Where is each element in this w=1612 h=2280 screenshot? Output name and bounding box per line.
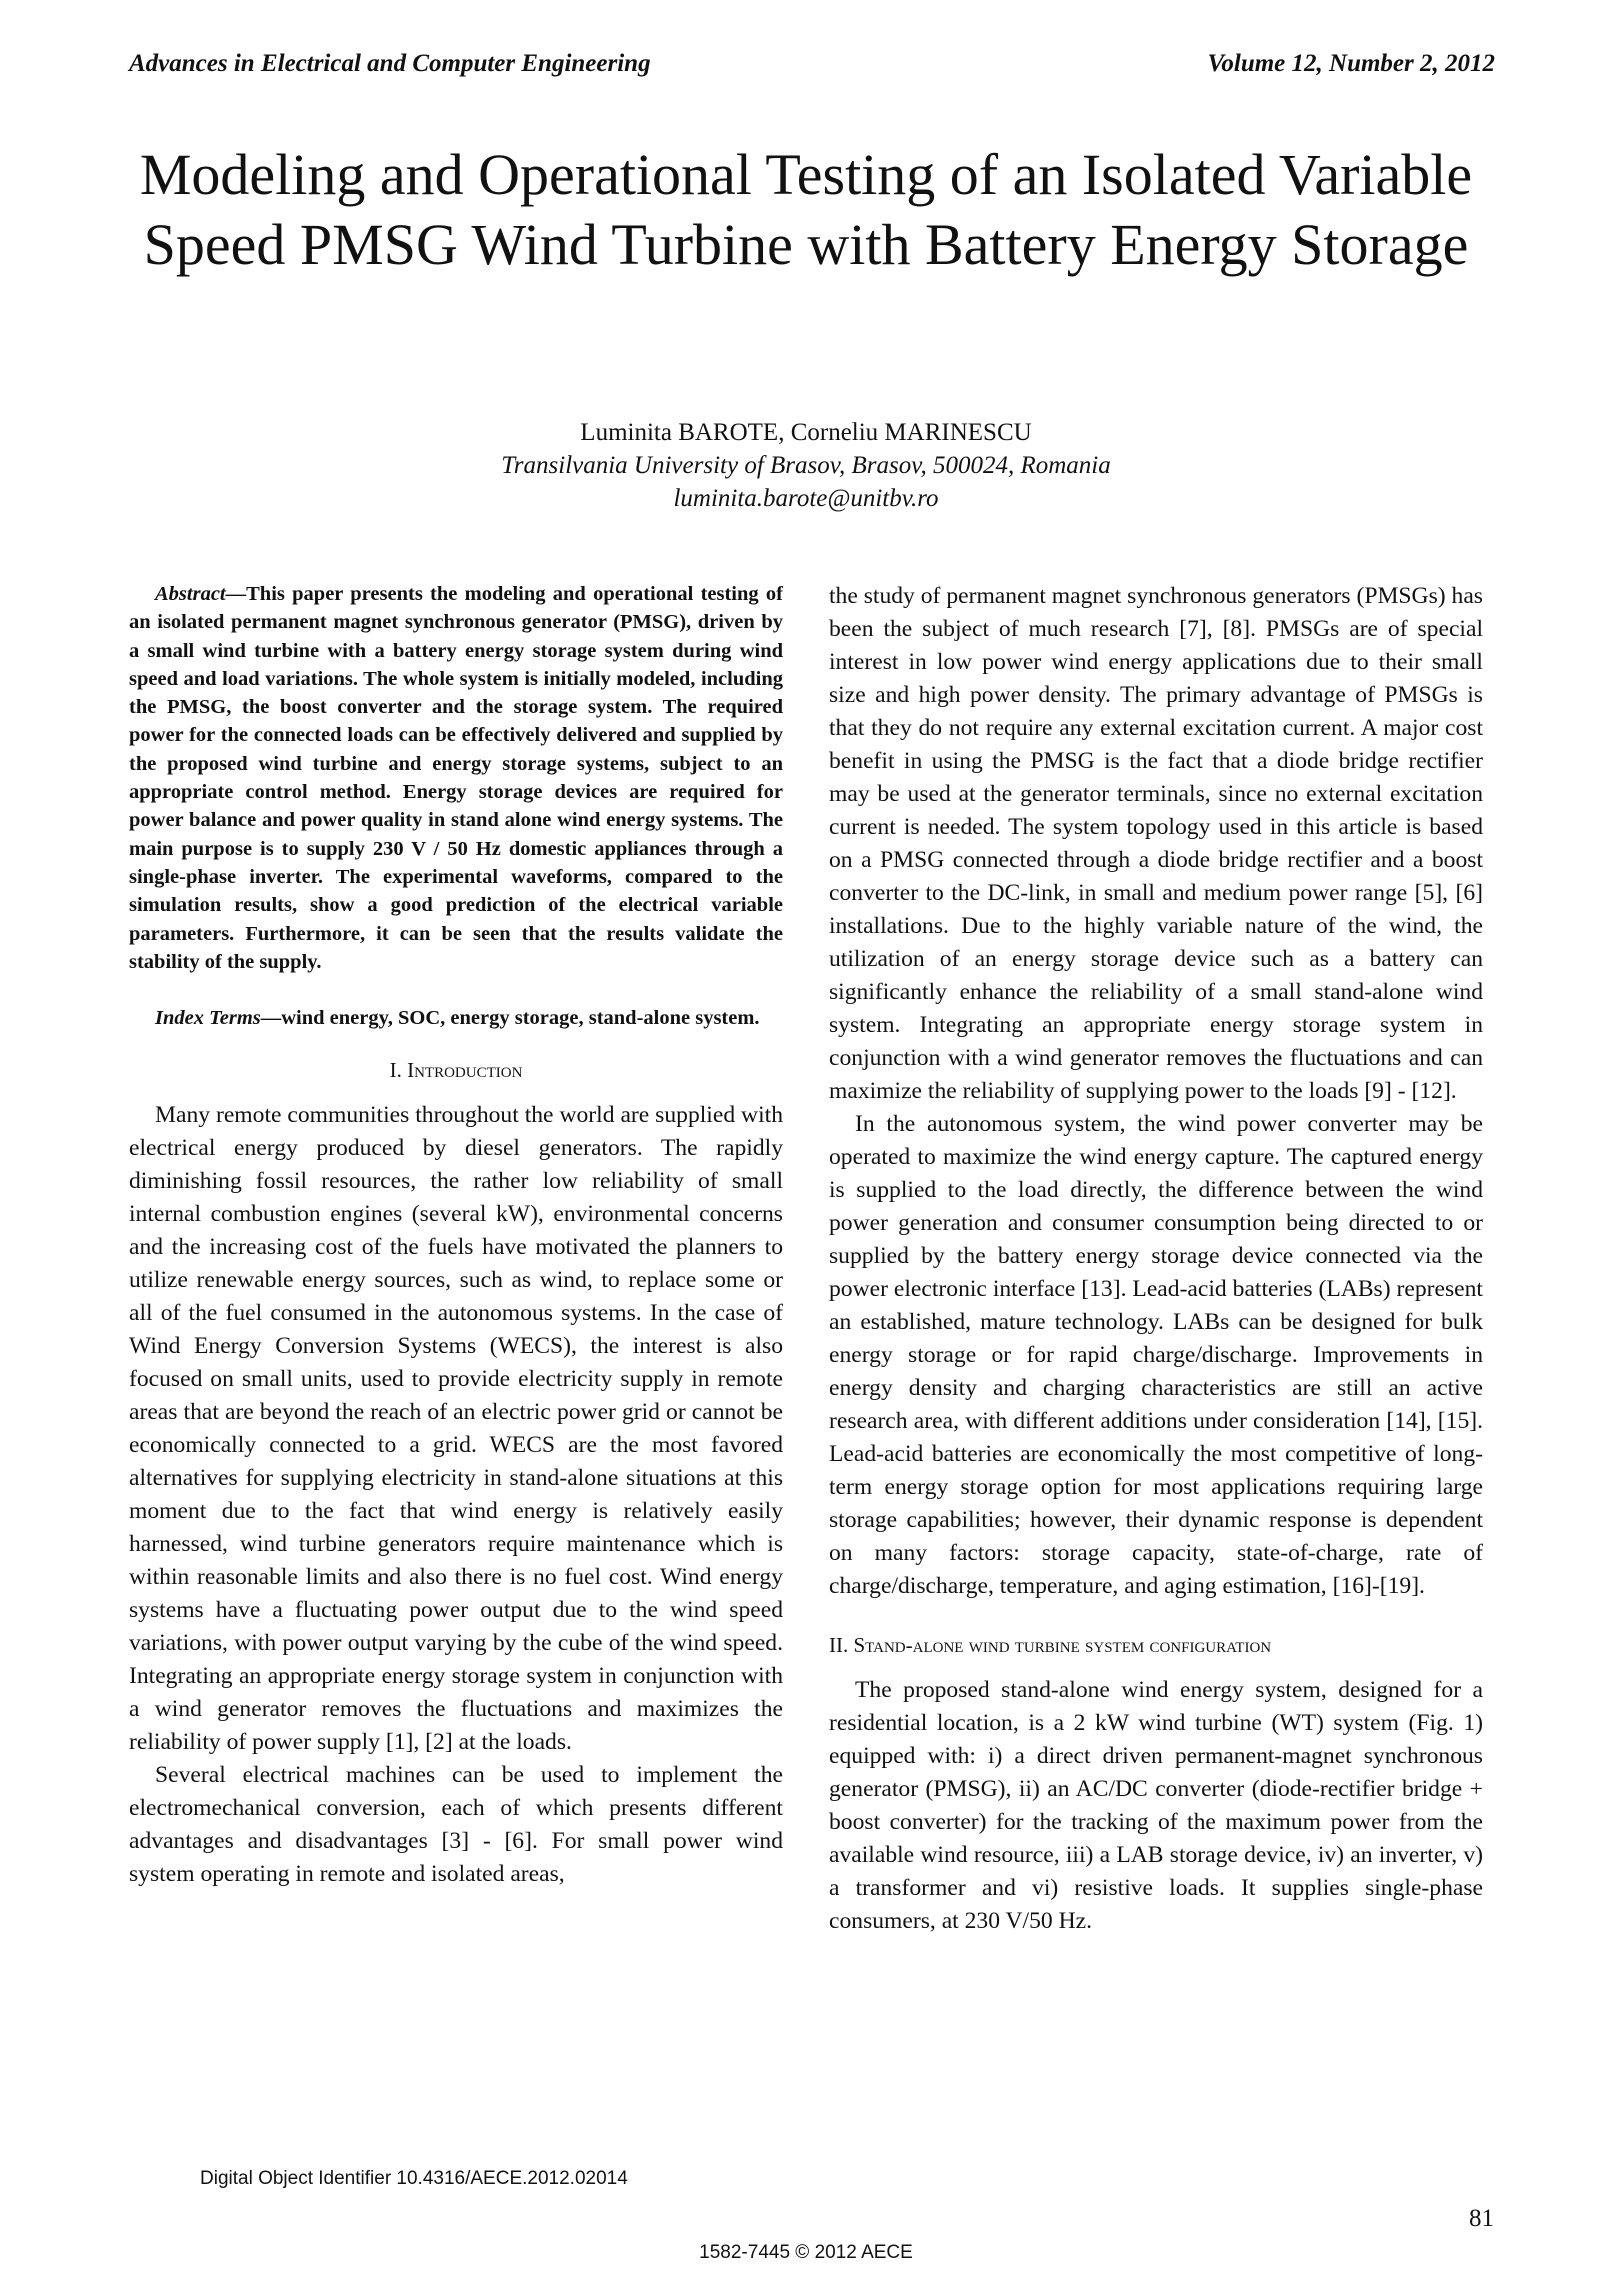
- section-number: I.: [389, 1058, 408, 1083]
- page-number: 81: [1469, 2205, 1494, 2232]
- volume-info: Volume 12, Number 2, 2012: [1207, 50, 1495, 77]
- author-names: Luminita BAROTE, Corneliu MARINESCU: [580, 419, 1032, 446]
- abstract-lead: Abstract: [155, 583, 226, 605]
- running-header: [129, 50, 1495, 78]
- intro-paragraph-4: In the autonomous system, the wind power converter may be operated to maximize the wind energy capture. The captured energy is supplied to the load directly, the difference between the wind power generation and consumer consumption being directed to or supplied by the battery energy storage device connected via the power electronic interface [13]. Lead-acid batteries (LABs) represent an established, mature technology. LABs can be designed for bulk energy storage or for rapid charge/discharge. Improvements in energy density and charging characteristics are still an active research area, with different additions under consideration [14], [15]. Lead-acid batteries are economically the most competitive of long-term energy storage option for most applications requiring large storage capabilities; however, their dynamic response is dependent on many factors: storage capacity, state-of-charge, rate of charge/discharge, temperature, and aging estimation, [16]-[19].: [829, 1111, 1483, 1599]
- intro-paragraph-1: Many remote communities throughout the world are supplied with electrical energy produced by diesel generators. The rapidly diminishing fossil resources, the rather low reliability of small internal combustion engines (several kW), environmental concerns and the increasing cost of the fuels have motivated the planners to utilize renewable energy sources, such as wind, to replace some or all of the fuel consumed in the autonomous systems. In the case of Wind Energy Conversion Systems (WECS), the interest is also focused on small units, used to provide electricity supply in remote areas that are beyond the reach of an electric power grid or cannot be economically connected to a grid. WECS are the most favored alternatives for supplying electricity in stand-alone situations at this moment due to the fact that wind energy is relatively easily harnessed, wind turbine generators require maintenance which is within reasonable limits and also there is no fuel cost. Wind energy systems have a fluctuating power output due to the wind speed variations, with power output varying by the cube of the wind speed. Integrating an appropriate energy storage system in conjunction with a wind generator removes the fluctuations and maximizes the reliability of power supply [1], [2] at the loads.: [129, 1102, 783, 1756]
- left-column: [129, 580, 783, 1891]
- journal-name: Advances in Electrical and Computer Engineering: [129, 50, 651, 77]
- section-title: Introduction: [407, 1058, 523, 1083]
- right-column: [829, 580, 1483, 1938]
- abstract-text: —This paper presents the modeling and operational testing of an isolated permanent magnet synchronous generator (PMSG), driven by a small wind turbine with a battery energy storage system during wind speed and load variations. The whole system is initially modeled, including the PMSG, the boost converter and the storage system. The required power for the connected loads can be effectively delivered and supplied by the proposed wind turbine and energy storage systems, subject to an appropriate control method. Energy storage devices are required for power balance and power quality in stand alone wind energy systems. The main purpose is to supply 230 V / 50 Hz domestic appliances through a single-phase inverter. The experimental waveforms, compared to the simulation results, show a good prediction of the electrical variable parameters. Furthermore, it can be seen that the results validate the stability of the supply.: [129, 583, 783, 973]
- author-block: [100, 416, 1512, 515]
- section-heading-configuration: [829, 1629, 1483, 1662]
- section-number: II.: [829, 1633, 854, 1657]
- index-terms-lead: Index Terms: [155, 1007, 261, 1030]
- section-title: Stand-alone wind turbine system configuration: [853, 1633, 1272, 1657]
- section-heading-introduction: [129, 1054, 783, 1087]
- doi-footnote: Digital Object Identifier 10.4316/AECE.2012.02014: [200, 2168, 628, 2189]
- author-affiliation: Transilvania University of Brasov, Brasov, 500024, Romania: [501, 452, 1111, 479]
- issn-footer: 1582-7445 © 2012 AECE: [699, 2242, 913, 2263]
- abstract: [129, 580, 783, 976]
- index-terms: [129, 1004, 783, 1032]
- paper-title: Modeling and Operational Testing of an Isolated Variable Speed PMSG Wind Turbine with Battery Energy Storage: [139, 142, 1473, 277]
- config-paragraph-1: The proposed stand-alone wind energy system, designed for a residential location, is a 2 kW wind turbine (WT) system (Fig. 1) equipped with: i) a direct driven permanent-magnet synchronous generator (PMSG), ii) an AC/DC converter (diode-rectifier bridge + boost converter) for the tracking of the maximum power from the available wind resource, iii) a LAB storage device, iv) an inverter, v) a transformer and vi) resistive loads. It supplies single-phase consumers, at 230 V/50 Hz.: [829, 1677, 1483, 1934]
- intro-paragraph-2: Several electrical machines can be used to implement the electromechanical conversion, each of which presents different advantages and disadvantages [3] - [6]. For small power wind system operating in remote and isolated areas,: [129, 1762, 783, 1888]
- intro-paragraph-3: the study of permanent magnet synchronous generators (PMSGs) has been the subject of much research [7], [8]. PMSGs are of special interest in low power wind energy applications due to their small size and high power density. The primary advantage of PMSGs is that they do not require any external excitation current. A major cost benefit in using the PMSG is the fact that a diode bridge rectifier may be used at the generator terminals, since no external excitation current is needed. The system topology used in this article is based on a PMSG connected through a diode bridge rectifier and a boost converter to the DC-link, in small and medium power range [5], [6] installations. Due to the highly variable nature of the wind, the utilization of an energy storage device such as a battery can significantly enhance the reliability of a small stand-alone wind system. Integrating an appropriate energy storage system in conjunction with a wind generator removes the fluctuations and can maximize the reliability of supplying power to the loads [9] - [12].: [829, 583, 1483, 1104]
- author-email: luminita.barote@unitbv.ro: [673, 485, 939, 512]
- index-terms-text: —wind energy, SOC, energy storage, stand-alone system.: [260, 1007, 760, 1030]
